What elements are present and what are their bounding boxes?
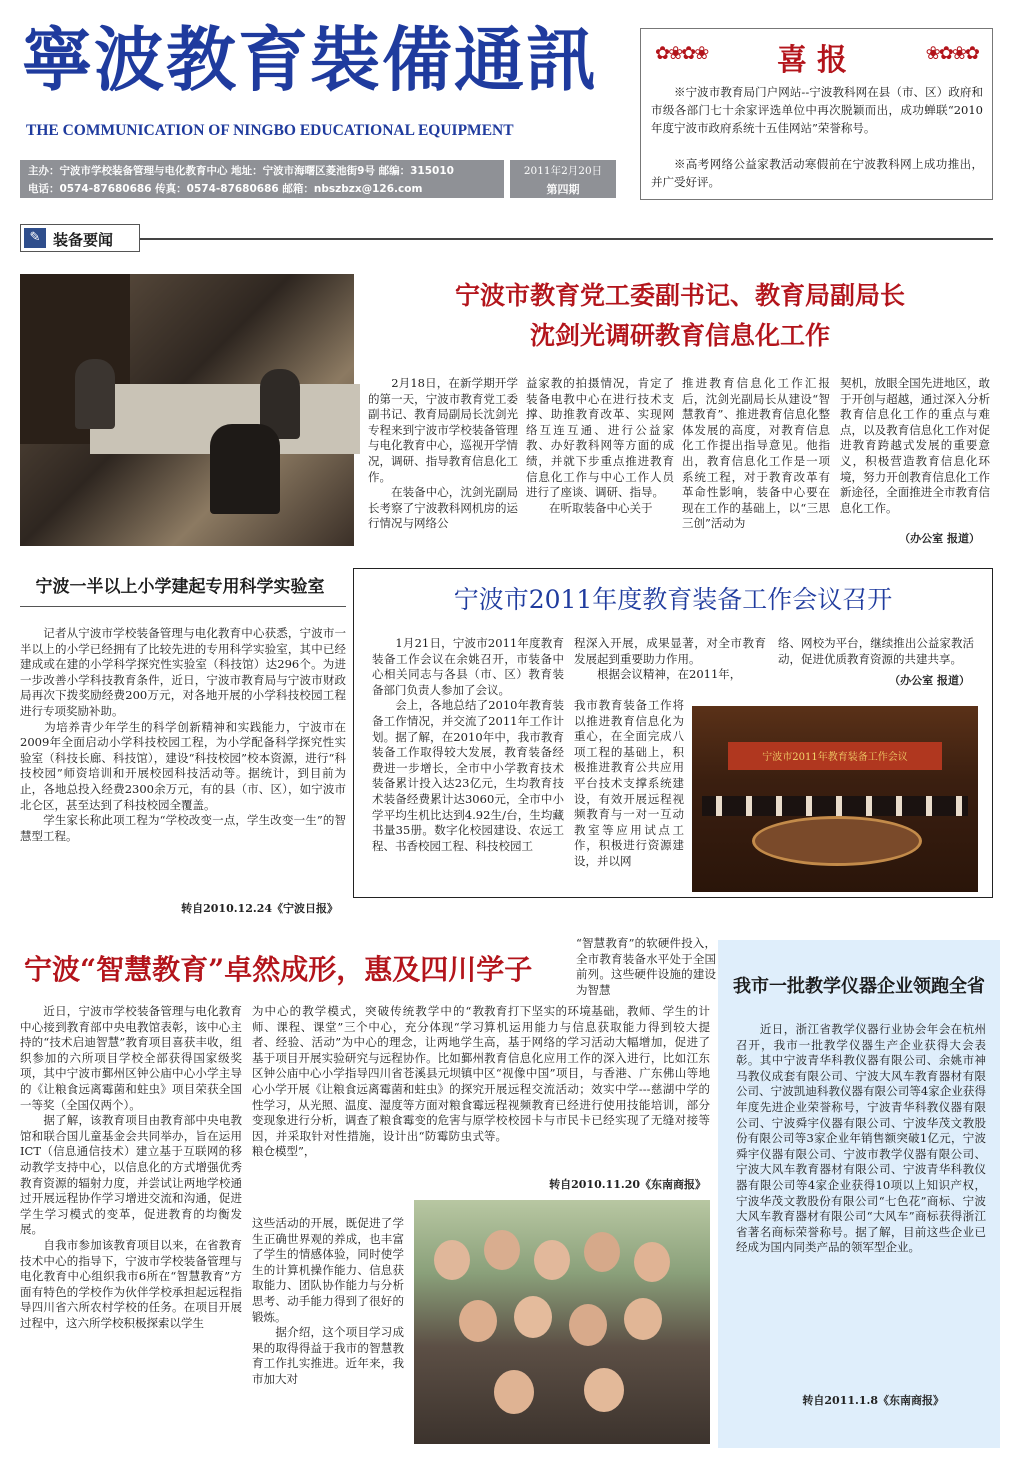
article3-title: 宁波市2011年度教育装备工作会议召开	[453, 585, 893, 614]
article1-title-line2: 沈剑光调研教育信息化工作	[529, 321, 830, 350]
xibao-title: 喜报	[777, 43, 857, 78]
info-line-1: 主办：宁波市学校装备管理与电化教育中心 地址：宁波市海曙区菱池街9号 邮编：315010	[28, 165, 454, 177]
article2-body: 记者从宁波市学校装备管理与电化教育中心获悉，宁波市一半以上的小学已经拥有了比较先进的专用科学实验室，其中已经建成或在建的小学科学探究性实验室（科技馆）达296个。为进一步改善小学科技教育条件，近日，宁波市教育局与宁波市财政局再次下拨奖励经费200万元，对各地开展的小学科技校园工程进行专项奖励补助。 为培养青少年学生的科学创新精神和实践能力，宁波市在2009年全面启动小学科技校园工程，为小学配备科学探究性实验室（科技长廊、科技馆），建设“科技校园”校本资源，进行“科技校园”师资培训和开展校园科技活动等。据统计，到目前为止，各地总投入经费2300余万元，有的县（市、区），如宁波市北仑区，甚至达到了科技校园全覆盖。 学生家长称此项工程为“学校改变一点，学生改变一生”的智慧型工程。	[20, 626, 346, 843]
article1-col1: 2月18日，在新学期开学的第一天，宁波市教育党工委副书记、教育局副局长沈剑光专程来到宁波市学校装备管理与电化教育中心，巡视开学情况，调研、指导教育信息化工作。 在装备中心，沈剑光副局长考察了宁波教科网机房的运行情况与网络公	[368, 376, 518, 531]
xibao-box	[640, 28, 993, 200]
info-line-2: 电话：0574-87680686 传真：0574-87680686 邮箱：nbszbzx@126.com	[28, 183, 423, 195]
article2-title-rule	[20, 606, 346, 607]
date-box	[510, 160, 616, 198]
article5-title: 我市一批教学仪器企业领跑全省	[733, 976, 985, 997]
article1-col2: 益家教的拍摄情况，肯定了装备电教中心在进行技术支撑、助推教育改革、实现网络互连互通、进行公益家教、办好教科网等方面的成绩，并就下步重点推进教育信息化工作与中心工作人员进行了座谈、调研、指导。 在听取装备中心关于	[526, 376, 674, 515]
info-bar	[20, 160, 504, 198]
article3-photo-banner: 宁波市2011年教育装备工作会议	[762, 752, 908, 763]
section-header	[20, 224, 140, 252]
article4-col1: 近日，宁波市学校装备管理与电化教育中心接到教育部中央电教馆表彰，该中心主持的“技术启迪智慧”教育项目喜获丰收，组织参加的六所项目学校全部获得国家级奖项，其中宁波市鄞州区钟公庙中心小学主导的《让粮食远离霉菌和蛀虫》项目荣获全国一等奖（全国仅两个）。 据了解，该教育项目由教育部中央电教馆和联合国儿童基金会共同举办，旨在运用ICT（信息通信技术）建立基于互联网的移动教学支持中心，以信息化的方式增强优秀教育资源的辐射力度，并尝试让两地学校通过开展远程协作学习增进交流和沟通，促进学生学习模式的变革，促进教育的均衡发展。 自我市参加该教育项目以来，在省教育技术中心的指导下，宁波市学校装备管理与电化教育中心组织我市6所在“智慧教育”方面有特色的学校作为伙伴学校承担起远程指导四川省六所农村学校的任务。在项目开展过程中，这六所学校积极探索以学生	[20, 1004, 242, 1330]
article3-col2a: 程深入开展，成果显著，对全市教育发展起到重要助力作用。 根据会议精神，在2011年，	[574, 636, 766, 682]
article3-col2b: 我市教育装备工作将以推进教育信息化为重心，在全面完成八项工程的基础上，积极推进教育公共应用平台技术支撑系统建设，有效开展远程视频教育与一对一互动教室等应用试点工作，积极进行资源建设，并以网	[574, 698, 684, 868]
article3-credit: （办公室 报道）	[889, 674, 970, 687]
section-icon: ✎	[24, 228, 46, 248]
issue-number: 第四期	[546, 183, 580, 196]
xibao-item-1: ※宁波市教育局门户网站--宁波教科网在县（市、区）政府和市级各部门七十余家评选单位中再次脱颖而出，成功蝉联“2010年度宁波市政府系统十五佳网站”荣誉称号。	[651, 85, 983, 135]
article4-col3-top: “智慧教育”的软硬件投入，全市教育装备水平处于全国前列。这些硬件设施的建设为智慧	[576, 936, 716, 997]
section-label: 装备要闻	[53, 231, 114, 249]
flower-ornament-right: ❀✿❀✿	[925, 43, 978, 64]
flower-ornament-left: ✿❀✿❀	[655, 43, 708, 64]
article4-col3: 教育打下坚实的环境基础，教师、学生的计算机运用能力与信息获取能力得到较大提高，基于网络的学习活动大幅增加，促进了教育信息化应用工作的深入进行，比如江东区“视像中国”项目，与香港、广东佛山等地开展远程交流活动；效实中学---慈湖中学的远程视频教育已经进行使用技能培训，部分学校校园卡与市民卡已经实现了无缝对接等等。	[484, 1004, 710, 1143]
article2-title: 宁波一半以上小学建起专用科学实验室	[35, 577, 325, 597]
xibao-item-2: ※高考网络公益家教活动寒假前在宁波教科网上成功推出，并广受好评。	[651, 157, 983, 189]
masthead-title: 寧波教育裝備通訊	[22, 18, 598, 101]
article2-credit: 转自2010.12.24《宁波日报》	[181, 902, 338, 915]
article4-col2a: 为中心的教学模式，突破传统教学中的“教师、课程、课堂”三个中心，充分体现“学习者、经验、活动”为中心的理念，让两地学生基于项目开展实验研究与远程协作。比如鄞州区钟公庙中心小学指导四川省苍溪县元坝镇中心小学开展《让粮食远离霉菌和蛀虫》的探究性学习，从光照、温度、湿度等方面对粮食霉变现象进行分析，调查了粮食霉变的危害与原因，并采取针对性措施，设计出“防霉防虫式粮仓模型”，	[252, 1004, 484, 1159]
article3-col1: 1月21日，宁波市2011年度教育装备工作会议在余姚召开，市装备中心相关同志与各县（市、区）教育装备部门负责人参加了会议。 会上，各地总结了2010年教育装备工作情况，并交流了2011年工作计划。据了解，在2010年中，我市教育装备工作取得较大发展，教育装备经费进一步增长，全市中小学教育技术装备累计投入达23亿元，生均教育技术装备经费累计达3060元，全市中小学平均生机比达到4.92生/台，生均藏书量35册。数字化校园建设、农远工程、书香校园工程、科技校园工	[372, 636, 564, 853]
article3-col3: 络、网校为平台，继续推出公益家教活动，促进优质教育资源的共建共享。	[778, 636, 974, 666]
article4-col2b: 这些活动的开展，既促进了学生正确世界观的养成，也丰富了学生的情感体验，同时使学生的计算机操作能力、信息获取能力、团队协作能力与分析思考、动手能力得到了很好的锻炼。 据介绍，这个项目学习成果的取得得益于我市的智慧教育工作扎实推进。近年来，我市加大对	[252, 1216, 404, 1386]
article4-photo	[414, 1200, 710, 1444]
article1-col4: 契机，放眼全国先进地区，敢于开创与超越，通过深入分析教育信息化工作的重点与难点，以及教育信息化工作对促进教育跨越式发展的重要意义，积极营造教育信息化环境，努力开创教育信息化工作新途径，全面推进全市教育信息化工作。	[840, 376, 990, 515]
article1-col3: 推进教育信息化工作汇报后，沈剑光副局长从建设“智慧教育”、推进教育信息化整体发展的高度，对教育信息化工作提出指导意见。他指出，教育信息化工作是一项系统工程，对于教育改革有革命性影响，装备中心要在现在工作的基础上，以“三思三创”活动为	[682, 376, 830, 531]
article5-credit: 转自2011.1.8《东南商报》	[802, 1394, 944, 1407]
article1-credit: （办公室 报道）	[899, 532, 980, 545]
article4-title: 宁波“智慧教育”卓然成形，惠及四川学子	[24, 953, 533, 986]
article1-title-line1: 宁波市教育党工委副书记、教育局副局长	[454, 281, 905, 310]
issue-date: 2011年2月20日	[523, 165, 603, 177]
article1-photo	[20, 274, 354, 546]
article4-credit: 转自2010.11.20《东南商报》	[549, 1178, 706, 1191]
article5-body: 近日，浙江省教学仪器行业协会年会在杭州召开，我市一批教学仪器生产企业获得大会表彰。其中宁波青华科教仪器有限公司、余姚市神马教仪成套有限公司、宁波大风车教育器材有限公司、宁波凯迪科教仪器有限公司等4家企业获得年度先进企业荣誉称号，宁波青华科教仪器有限公司、宁波舜宇仪器有限公司、宁波华茂文教股份有限公司等3家企业年销售额突破1亿元，宁波舜宇仪器有限公司、宁波市教学仪器有限公司、宁波大风车教育器材有限公司、宁波青华科教仪器有限公司等4家企业获得10项以上知识产权，宁波华茂文教股份有限公司“七色花”商标、宁波大风车教育器材有限公司“大风车”商标获得浙江省著名商标荣誉称号。据了解，目前这些企业已经成为国内同类产品的领军型企业。	[736, 1022, 986, 1255]
article3-photo	[692, 706, 978, 892]
masthead-subtitle: THE COMMUNICATION OF NINGBO EDUCATIONAL EQUIPMENT	[26, 122, 514, 139]
section-rule	[140, 238, 993, 240]
